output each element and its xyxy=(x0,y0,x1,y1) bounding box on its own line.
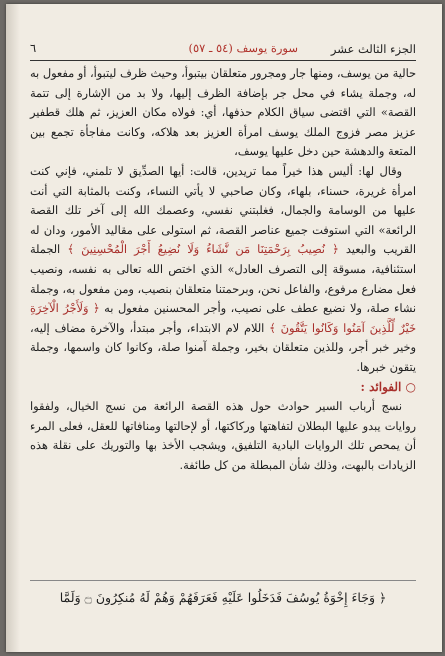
fawaid-heading xyxy=(30,378,416,398)
juz-label: الجزء الثالث عشر xyxy=(330,42,416,56)
paragraph-2-text-b: الجملة استئنافية، مسوقة إلى التصرف العادل» الذي اختص الله تعالى به نفسه، ونصيب فعل مضارع مرفوع، والفاعل نحن، وبرحمتنا متعلقان بنصيب، ومن مفعول به، وجملة نشاء صلة، ولا نضيع عطف على نصيب، وأجر المحسنين مفعول به xyxy=(30,243,416,316)
page-header xyxy=(30,38,416,60)
quran-quote-2: ﴿ وَلَأَجْرُ الْآخِرَةِ خَيْرٌ لِّلَّذِينَ آمَنُوا وَكَانُوا يَتَّقُونَ ﴾ xyxy=(30,302,416,335)
quran-quote-1: ﴿ نُصِيبُ بِرَحْمَتِنَا مَن نَّشَاءُ وَلَا نُضِيعُ أَجْرَ الْمُحْسِنِينَ ﴾ xyxy=(67,243,339,257)
paragraph-2 xyxy=(30,162,416,378)
catchword-verse: ﴿ وَجَاءَ إِخْوَةُ يُوسُفَ فَدَخَلُوا عَلَيْهِ فَعَرَفَهُمْ وَهُمْ لَهُ مُنكِرُونَ ۝ وَلَمَّا xyxy=(59,590,387,605)
footer-divider xyxy=(30,580,416,581)
section-bullet-icon: ○ xyxy=(405,379,416,394)
header-divider xyxy=(30,60,416,61)
book-page xyxy=(6,4,442,652)
page-body xyxy=(30,64,416,475)
paragraph-2-text-a: وقال لها: أليس هذا خيراً مما تريدين، قالت: أيها الصدِّيق لا تلمني، فإني كنت امرأة غريرة، حسناء، بلهاء، وكان صاحبي لا يأتي النساء، وكنت بالمثابة التي أنت عليها من الوسامة والجمال، فغلبتني نفسي، وعصمك الله إلى آخر تلك القصة الرائعة» التي استوفت جميع عناصر القصة، ثم استولى على مقاليد الأمور، ودان له القريب والبعيد xyxy=(30,164,417,257)
page-gutter-shade xyxy=(6,4,20,652)
paragraph-2-text-c: اللام لام الابتداء، وأجر مبتدأ، والآخرة مضاف إليه، وخير خبر أجر، وللذين متعلقان بخير، وجملة آمنوا صلة، وكانوا كان واسمها، وجملة يتقون خبرها. xyxy=(30,321,416,374)
page-number: ٦ xyxy=(30,41,37,55)
surah-label: سورة يوسف (٥٤ ـ ٥٧) xyxy=(188,41,298,55)
paragraph-1: حالية من يوسف، ومنها جار ومجرور متعلقان بيتبوأ، وحيث ظرف ليتبوأ، أو مفعول به له، وجملة يشاء في محل جر بإضافة الظرف إليها، ولا بد من الإشارة إلى تتمة القصة» التي اقتضى سياق الكلام حذفها، أي: فولاه مكان العزيز، ثم هلك قطفير عزيز مصر فزوج الملك يوسف امرأة العزيز بعد هلاكه، وكانت مفاجأة تجمع بين المتعة والدهشة حين دخل عليها يوسف، xyxy=(30,67,416,159)
fawaid-title: الفوائد : xyxy=(360,379,402,394)
fawaid-paragraph: نسج أرباب السير حوادث حول هذه القصة الرائعة من نسج الخيال، ولفقوا روايات يبدو عليها البطلان لتفاهتها وركاكتها، أو لإحالتها ومنافاتها للعقل، فعلى المرء أن يمحص تلك الروايات البادية التلفيق، ويشجب الأخذ بها والتوريك على نقلة هذه الزيادات بالبهت، وذلك شأن المبطلة من كل طائفة. xyxy=(30,400,416,472)
